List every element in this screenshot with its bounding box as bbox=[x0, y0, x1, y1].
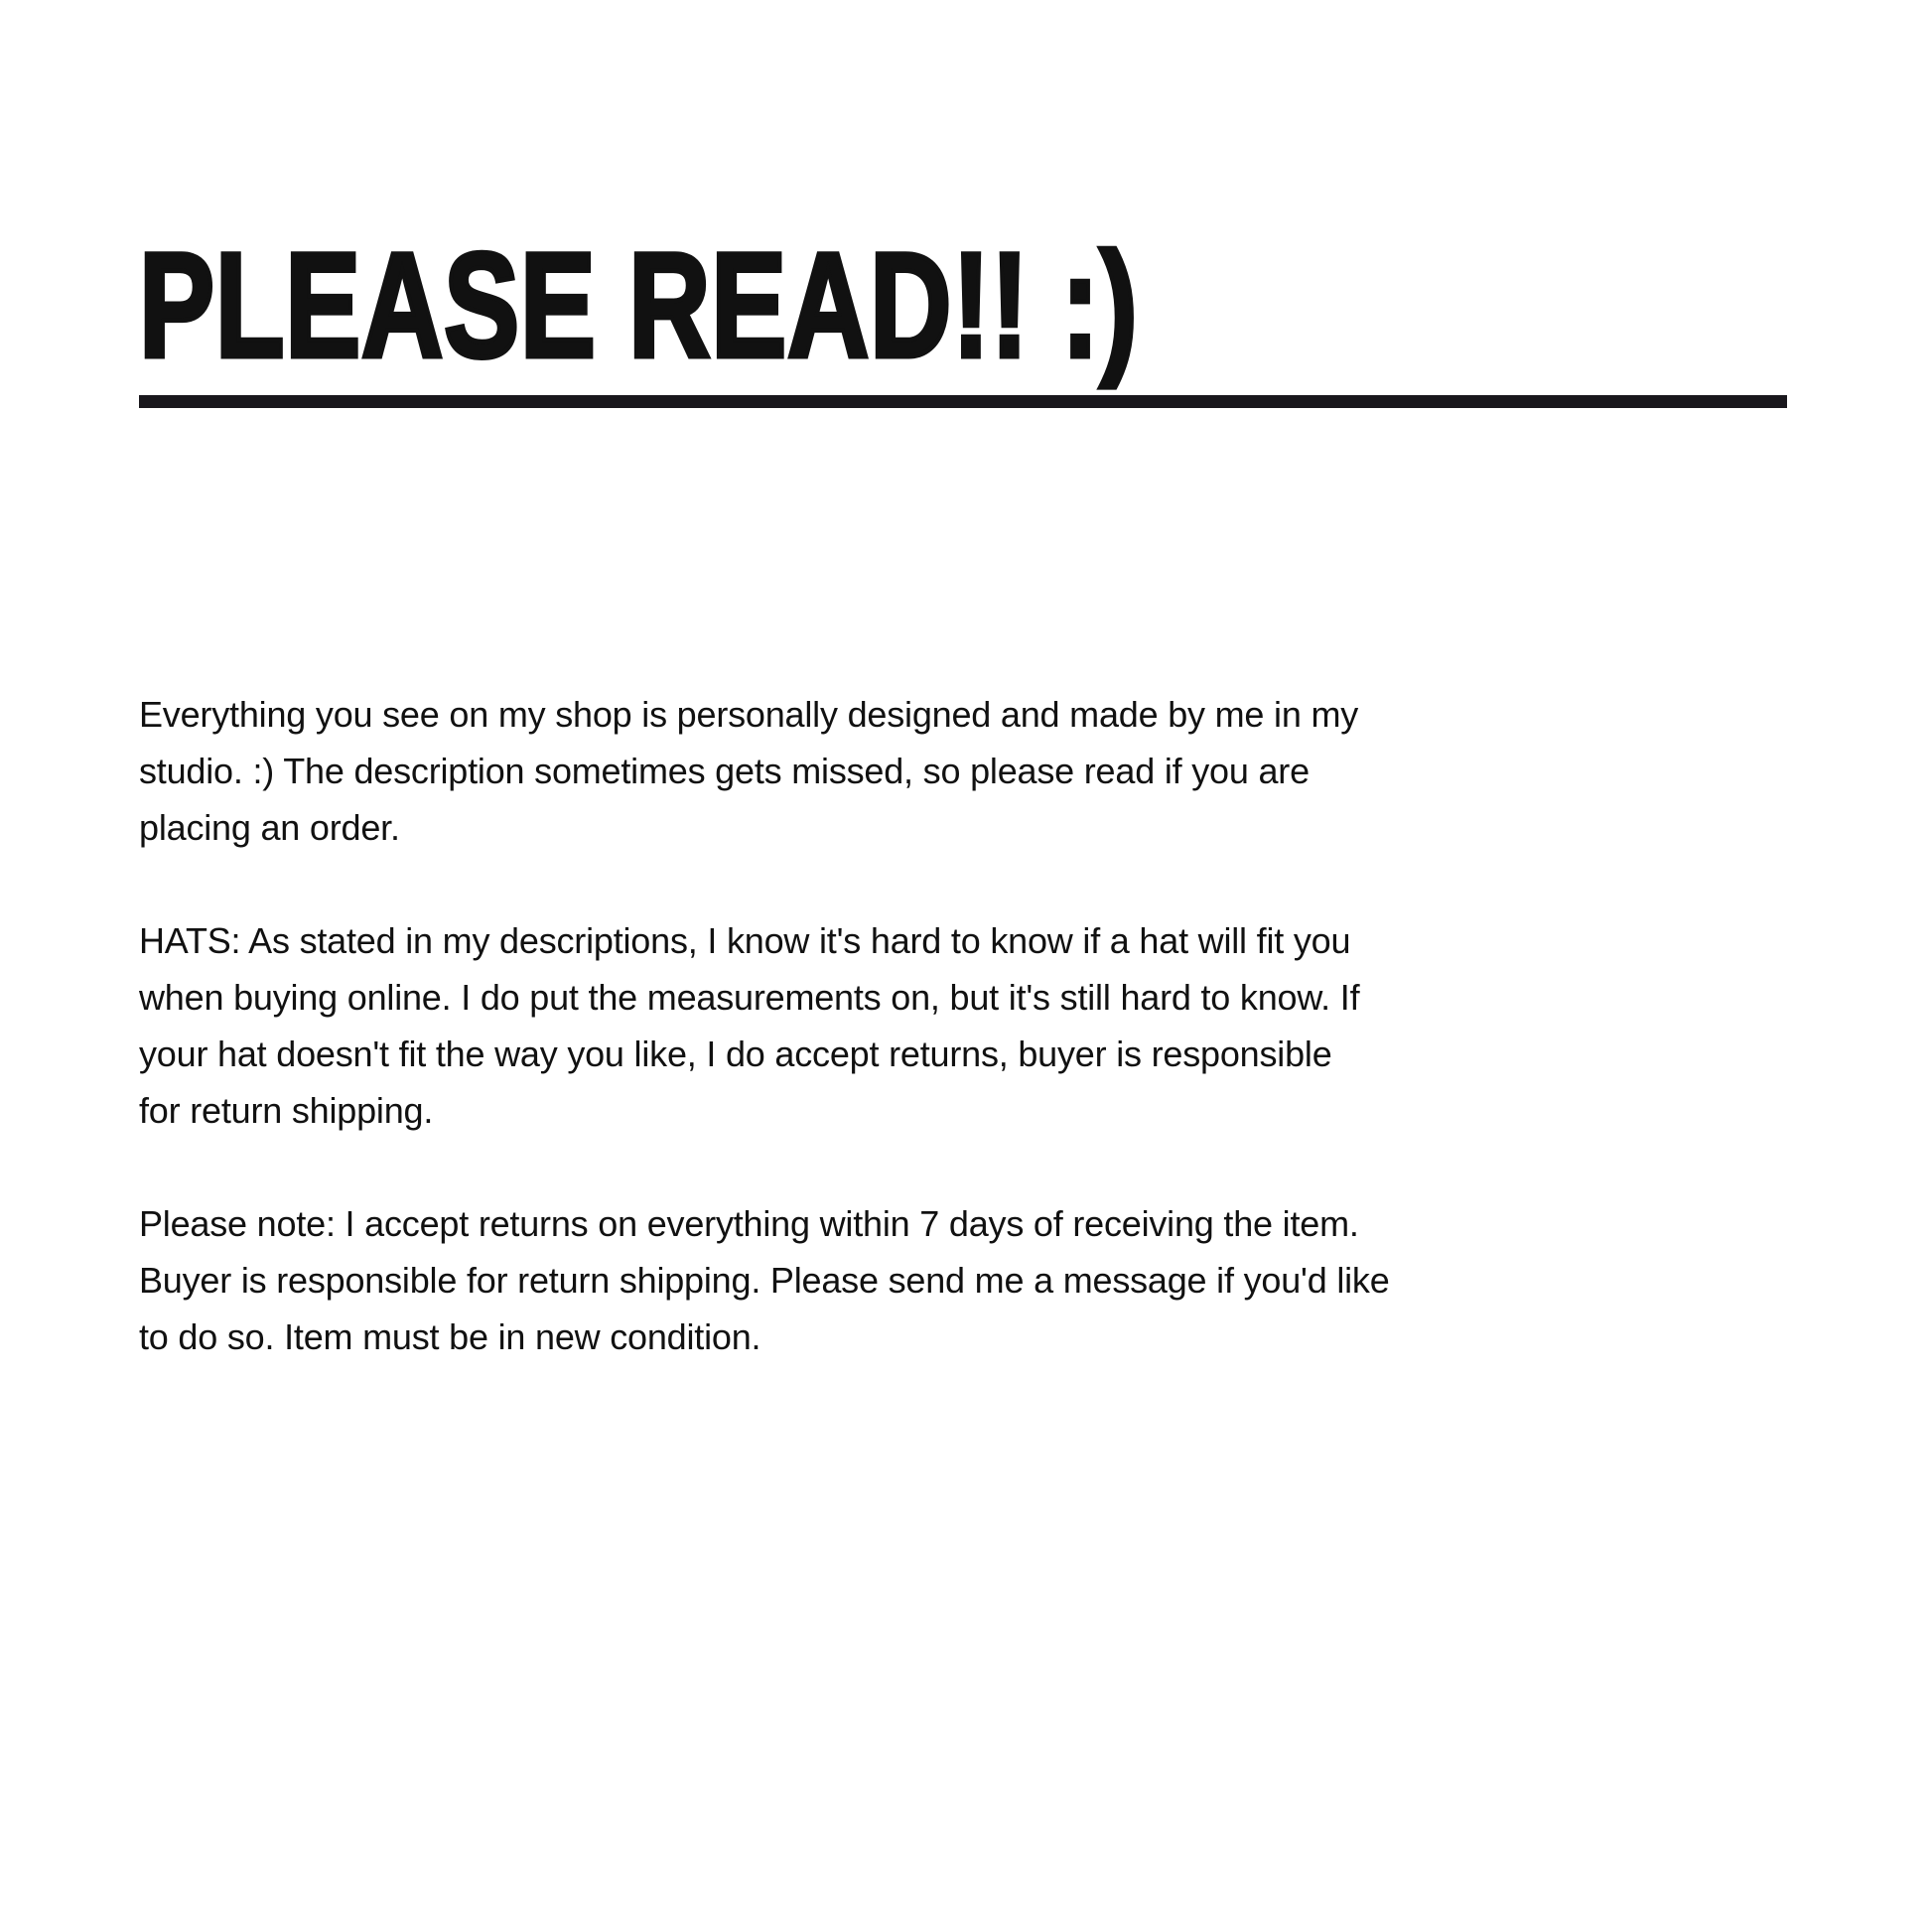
text-line: placing an order. bbox=[139, 807, 400, 848]
text-line: your hat doesn't fit the way you like, I do accept returns, buyer is responsible bbox=[139, 1034, 1332, 1074]
text-line: Everything you see on my shop is personally designed and made by me in my bbox=[139, 694, 1359, 735]
text-line: HATS: As stated in my descriptions, I know it's hard to know if a hat will fit you bbox=[139, 920, 1351, 961]
paragraph-returns bbox=[139, 1195, 1787, 1365]
text-line: when buying online. I do put the measurements on, but it's still hard to know. If bbox=[139, 977, 1360, 1018]
paragraph-hats bbox=[139, 912, 1787, 1139]
body-text bbox=[139, 686, 1787, 1365]
text-line: studio. :) The description sometimes gets missed, so please read if you are bbox=[139, 751, 1310, 791]
paragraph-intro bbox=[139, 686, 1787, 856]
text-line: to do so. Item must be in new condition. bbox=[139, 1316, 761, 1357]
text-line: for return shipping. bbox=[139, 1090, 434, 1131]
text-line: Please note: I accept returns on everything within 7 days of receiving the item. bbox=[139, 1203, 1359, 1244]
text-line: Buyer is responsible for return shipping. Please send me a message if you'd like bbox=[139, 1260, 1390, 1301]
title-underline bbox=[139, 395, 1787, 408]
page-title: PLEASE READ!! :) bbox=[139, 221, 1139, 388]
